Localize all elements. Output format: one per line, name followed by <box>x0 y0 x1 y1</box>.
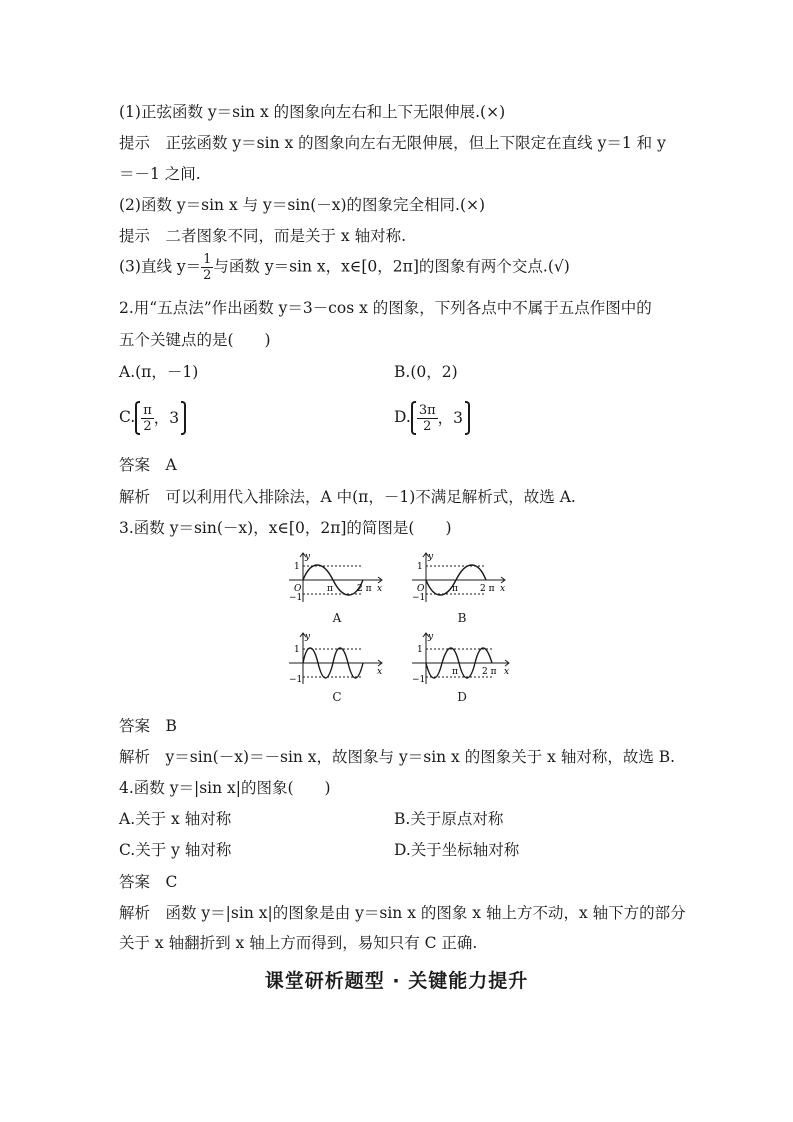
line-1: (1)正弦函数 y＝sin x 的图象向左右和上下无限伸展.(×) <box>119 103 506 121</box>
question-2: 2.用“五点法”作出函数 y＝3－cos x 的图象，下列各点中不属于五点作图中的 <box>119 299 652 317</box>
q4-option-b: B.关于原点对称 <box>394 810 504 828</box>
fraction-c-den: 2 <box>143 418 152 434</box>
neg-one-label: −1 <box>412 675 426 685</box>
q2-option-d <box>394 401 470 435</box>
q4-option-c: C.关于 y 轴对称 <box>119 841 232 859</box>
explanation-4-cont: 关于 x 轴翻折到 x 轴上方而得到，易知只有 C 正确. <box>119 934 478 952</box>
y-label: y <box>428 552 434 562</box>
question-3: 3.函数 y＝sin(－x)，x∈[0，2π]的简图是( ) <box>119 519 452 537</box>
explanation-2: 解析 可以利用代入排除法，A 中(π，－1)不满足解析式，故选 A. <box>119 488 576 506</box>
origin-label: O <box>417 584 425 594</box>
line-4: (2)函数 y＝sin x 与 y＝sin(－x)的图象完全相同.(×) <box>119 196 486 214</box>
line-5: 提示 二者图象不同，而是关于 x 轴对称. <box>119 227 407 245</box>
line-3: ＝－1 之间. <box>119 165 201 183</box>
left-bracket <box>135 401 140 435</box>
y-label: y <box>305 632 311 642</box>
answer-4: 答案 C <box>119 873 178 891</box>
answer-3: 答案 B <box>119 717 177 735</box>
two-pi-label: 2 π <box>357 584 372 594</box>
left-bracket <box>411 401 416 435</box>
fraction-d-num: 3π <box>418 402 436 418</box>
graph-c <box>285 630 385 686</box>
neg-one-label: −1 <box>289 675 303 685</box>
fraction-c-num: π <box>143 402 152 418</box>
line-6 <box>119 252 570 283</box>
line-6-end: 与函数 y＝sin x，x∈[0，2π]的图象有两个交点.(√) <box>213 257 570 276</box>
graph-d-label: D <box>457 690 467 704</box>
graph-d <box>408 630 512 686</box>
q2-option-a: A.(π，－1) <box>119 363 199 381</box>
q2-option-b: B.(0，2) <box>394 363 458 381</box>
right-bracket <box>465 401 470 435</box>
y-label: y <box>428 632 434 642</box>
line-6-start: (3)直线 y＝ <box>119 257 202 276</box>
q2-option-d-tail: ，3 <box>437 409 464 427</box>
question-4: 4.函数 y＝|sin x|的图象( ) <box>119 779 331 797</box>
y-label: y <box>305 552 311 562</box>
explanation-3: 解析 y＝sin(－x)＝－sin x，故图象与 y＝sin x 的图象关于 x 轴对称，故选 B. <box>119 748 676 766</box>
q4-option-a: A.关于 x 轴对称 <box>119 810 232 828</box>
graph-b <box>408 550 508 606</box>
fraction-numerator: 1 <box>203 252 212 267</box>
q2-option-c <box>119 401 186 435</box>
section-heading: 课堂研析题型 · 关键能力提升 <box>264 970 529 992</box>
pi-label: π <box>452 584 458 594</box>
x-label: x <box>504 667 510 677</box>
graph-c-label: C <box>332 690 342 704</box>
q4-option-d: D.关于坐标轴对称 <box>394 841 520 859</box>
graph-a-label: A <box>332 611 342 625</box>
fraction-half <box>201 252 213 283</box>
fraction-d <box>417 403 438 434</box>
x-label: x <box>377 667 383 677</box>
q2-option-d-prefix: D. <box>394 408 411 426</box>
pi-label: π <box>327 584 333 594</box>
two-pi-label: 2 π <box>482 667 497 677</box>
q2-option-c-tail: ，3 <box>153 409 180 427</box>
question-2-cont: 五个关键点的是( ) <box>119 331 271 349</box>
q2-option-c-prefix: C. <box>119 408 136 426</box>
pi-label: π <box>452 667 458 677</box>
one-label: 1 <box>294 645 300 655</box>
fraction-c <box>141 403 154 434</box>
neg-one-label: −1 <box>412 593 426 603</box>
right-bracket <box>181 401 186 435</box>
one-label: 1 <box>417 645 423 655</box>
x-label: x <box>377 584 383 594</box>
one-label: 1 <box>417 562 423 572</box>
x-label: x <box>500 584 506 594</box>
one-label: 1 <box>294 562 300 572</box>
graph-b-label: B <box>457 611 467 625</box>
graph-a <box>285 550 385 606</box>
two-pi-label: 2 π <box>480 584 495 594</box>
neg-one-label: −1 <box>289 593 303 603</box>
fraction-denominator: 2 <box>203 268 212 283</box>
answer-2: 答案 A <box>119 456 177 474</box>
fraction-d-den: 2 <box>423 418 432 434</box>
origin-label: O <box>294 584 302 594</box>
line-2: 提示 正弦函数 y＝sin x 的图象向左右无限伸展，但上下限定在直线 y＝1 和 y <box>119 134 666 152</box>
explanation-4: 解析 函数 y＝|sin x|的图象是由 y＝sin x 的图象 x 轴上方不动，x 轴下方的部分 <box>119 904 686 922</box>
